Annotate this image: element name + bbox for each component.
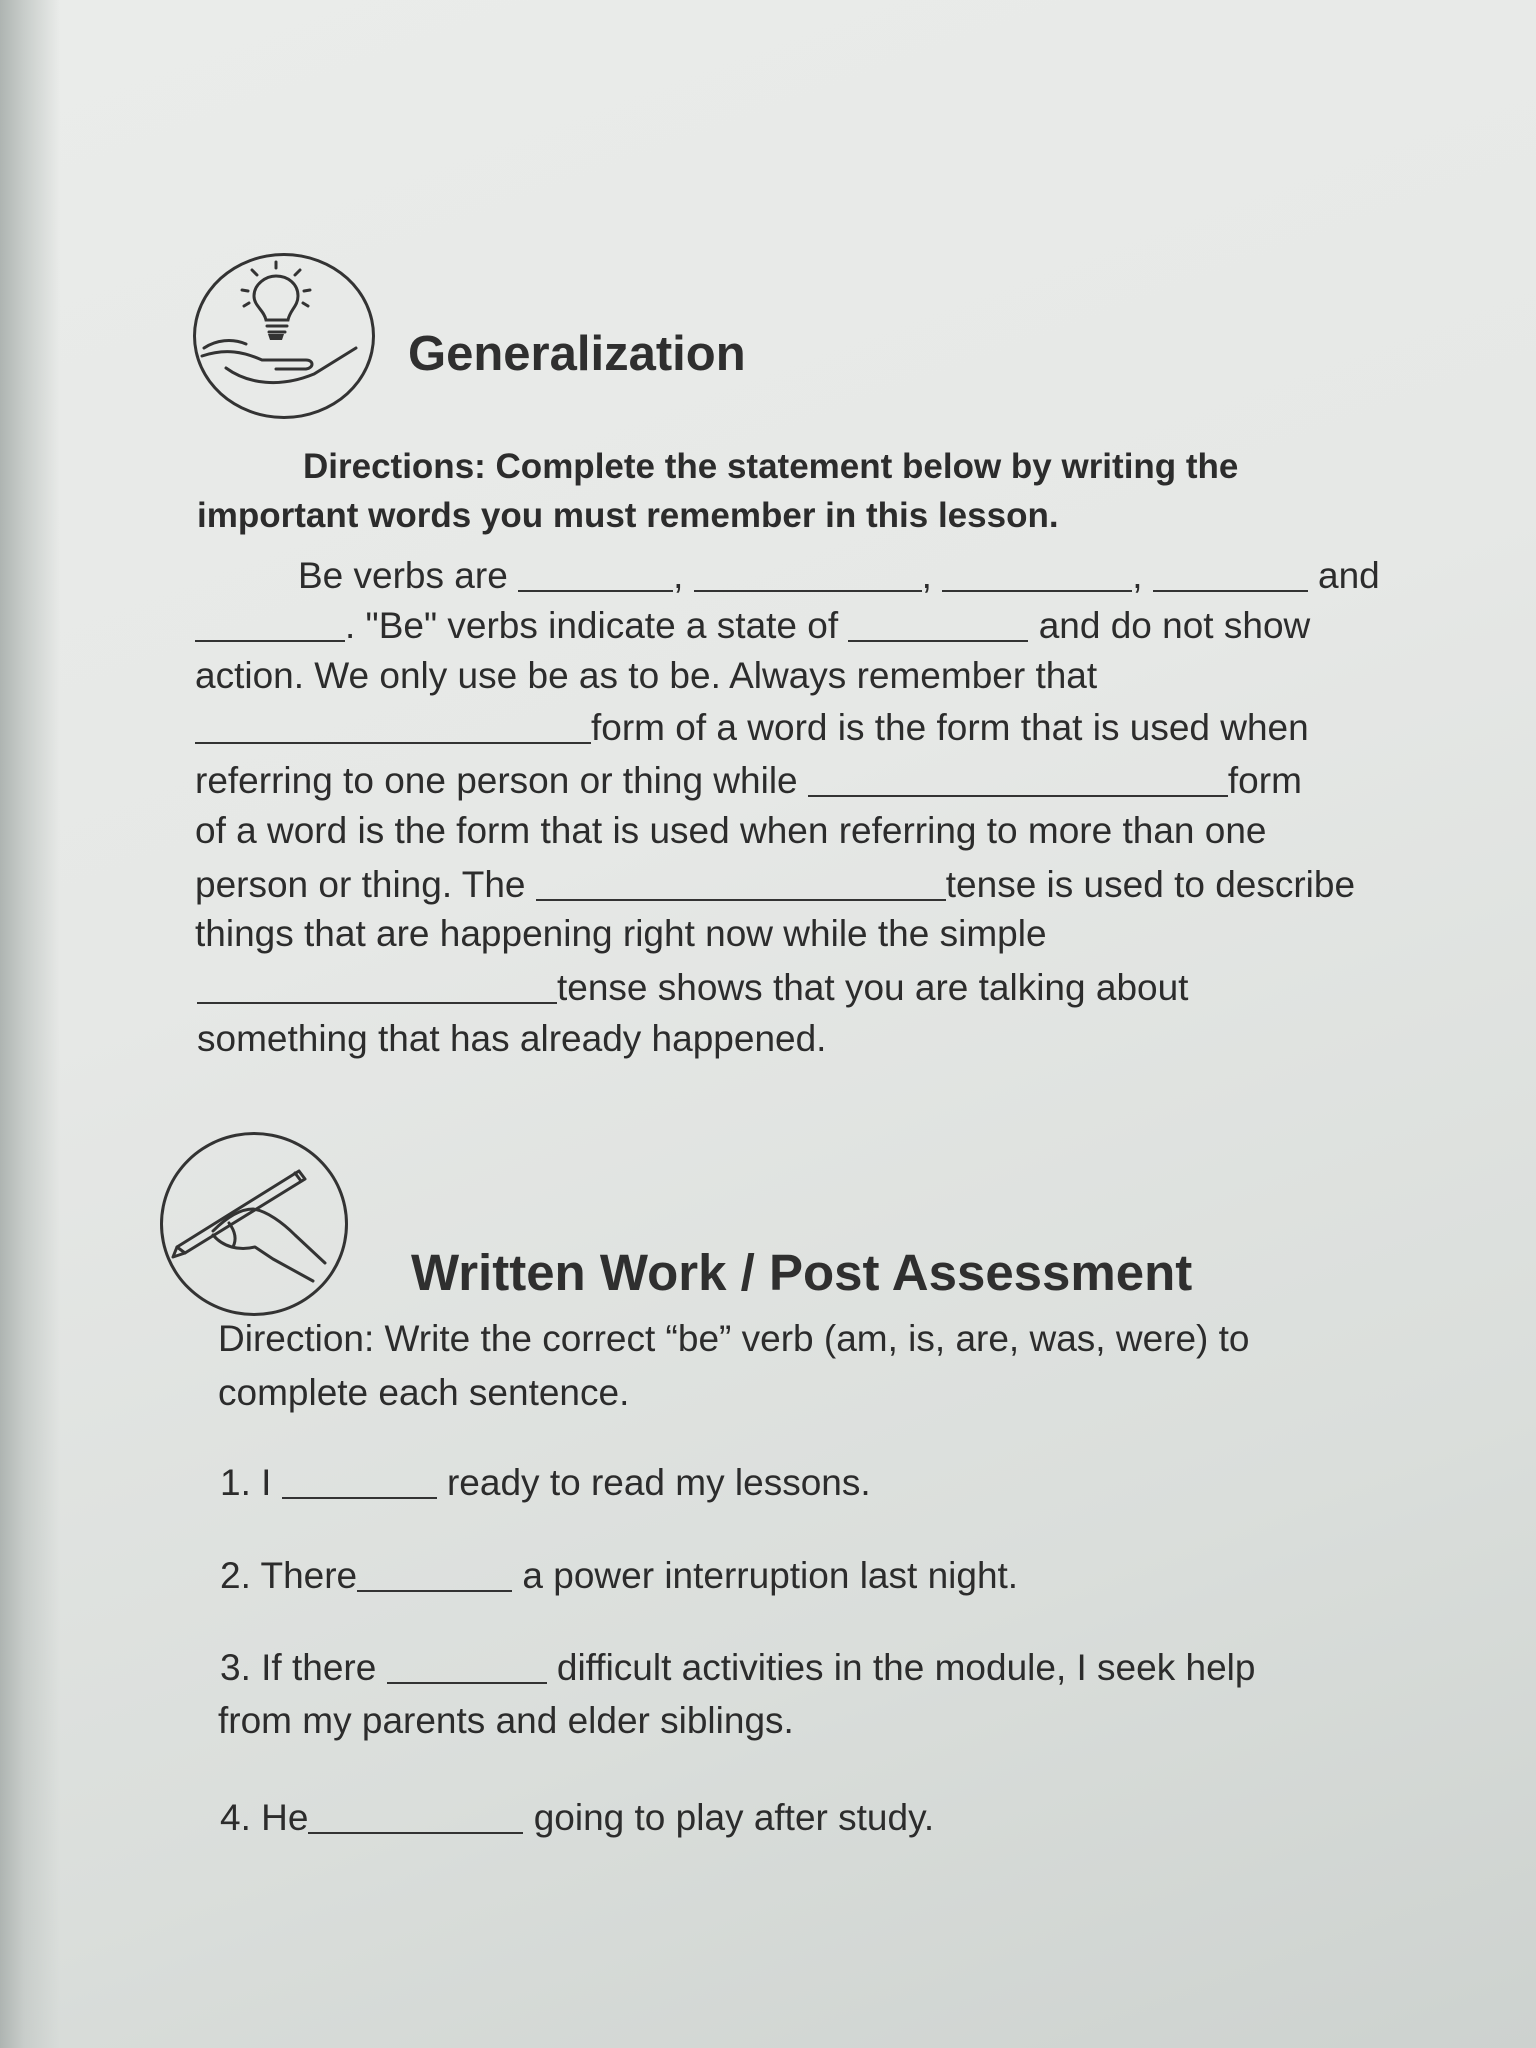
paragraph-text: tense shows that you are talking about — [557, 967, 1189, 1008]
page-shadow-edge — [0, 0, 60, 2048]
written-work-direction-line2: complete each sentence. — [218, 1372, 630, 1413]
generalization-paragraph-line5 — [195, 758, 1302, 802]
answer-blank[interactable] — [308, 1795, 523, 1834]
generalization-paragraph-line4 — [195, 705, 1309, 749]
question-item-2 — [220, 1553, 1018, 1597]
answer-blank[interactable] — [518, 553, 673, 592]
question-number: 1. I — [220, 1462, 272, 1503]
answer-blank[interactable] — [197, 965, 557, 1004]
answer-blank[interactable] — [694, 553, 922, 592]
question-text: going to play after study. — [533, 1797, 935, 1838]
answer-blank[interactable] — [536, 862, 946, 901]
paragraph-text: form of a word is the form that is used when — [591, 707, 1309, 748]
generalization-paragraph-line2 — [195, 603, 1310, 647]
question-item-4 — [220, 1795, 934, 1839]
hand-writing-pencil-icon — [160, 1132, 348, 1316]
question-text: a power interruption last night. — [522, 1555, 1019, 1596]
question-number: 3. If there — [220, 1647, 377, 1688]
lightbulb-in-hand-icon — [193, 253, 375, 419]
paragraph-text: person or thing. The — [195, 864, 526, 905]
answer-blank[interactable] — [387, 1645, 547, 1684]
answer-blank[interactable] — [942, 553, 1132, 592]
answer-blank[interactable] — [357, 1553, 512, 1592]
question-number: 4. He — [220, 1797, 309, 1838]
generalization-directions-line2: important words you must remember in this lesson. — [197, 496, 1059, 535]
written-work-direction-line1: Direction: Write the correct “be” verb (am, is, are, was, were) to — [218, 1318, 1250, 1359]
generalization-directions-line1: Directions: Complete the statement below by writing the — [303, 447, 1239, 486]
paragraph-text: and do not show — [1038, 605, 1311, 646]
answer-blank[interactable] — [195, 603, 345, 642]
answer-blank[interactable] — [1153, 553, 1308, 592]
answer-blank[interactable] — [282, 1460, 437, 1499]
comma: , — [1132, 555, 1143, 596]
generalization-paragraph-line10: something that has already happened. — [197, 1018, 827, 1059]
generalization-paragraph-line6: of a word is the form that is used when referring to more than one — [195, 810, 1267, 851]
generalization-paragraph-line1 — [298, 553, 1380, 597]
generalization-paragraph-line3: action. We only use be as to be. Always remember that — [195, 655, 1098, 696]
generalization-title: Generalization — [408, 327, 746, 381]
generalization-paragraph-line9 — [197, 965, 1188, 1009]
question-text: difficult activities in the module, I seek help — [556, 1647, 1256, 1688]
answer-blank[interactable] — [195, 705, 591, 744]
question-item-3-continued: from my parents and elder siblings. — [218, 1700, 794, 1741]
written-work-title: Written Work / Post Assessment — [411, 1244, 1193, 1301]
answer-blank[interactable] — [808, 758, 1228, 797]
paragraph-text: . "Be" verbs indicate a state of — [345, 605, 839, 646]
question-number: 2. There — [220, 1555, 358, 1596]
paragraph-text: referring to one person or thing while — [195, 760, 798, 801]
paragraph-text: tense is used to describe — [945, 864, 1356, 905]
question-item-3 — [220, 1645, 1255, 1689]
question-item-1 — [220, 1460, 871, 1504]
generalization-paragraph-line8: things that are happening right now while the simple — [195, 913, 1047, 954]
question-text: ready to read my lessons. — [446, 1462, 871, 1503]
paragraph-text: Be verbs are — [298, 555, 508, 596]
comma: , — [673, 555, 684, 596]
paragraph-text: form — [1227, 760, 1302, 801]
comma: , — [921, 555, 932, 596]
paragraph-text: and — [1318, 555, 1380, 596]
answer-blank[interactable] — [848, 603, 1028, 642]
generalization-paragraph-line7 — [195, 862, 1355, 906]
